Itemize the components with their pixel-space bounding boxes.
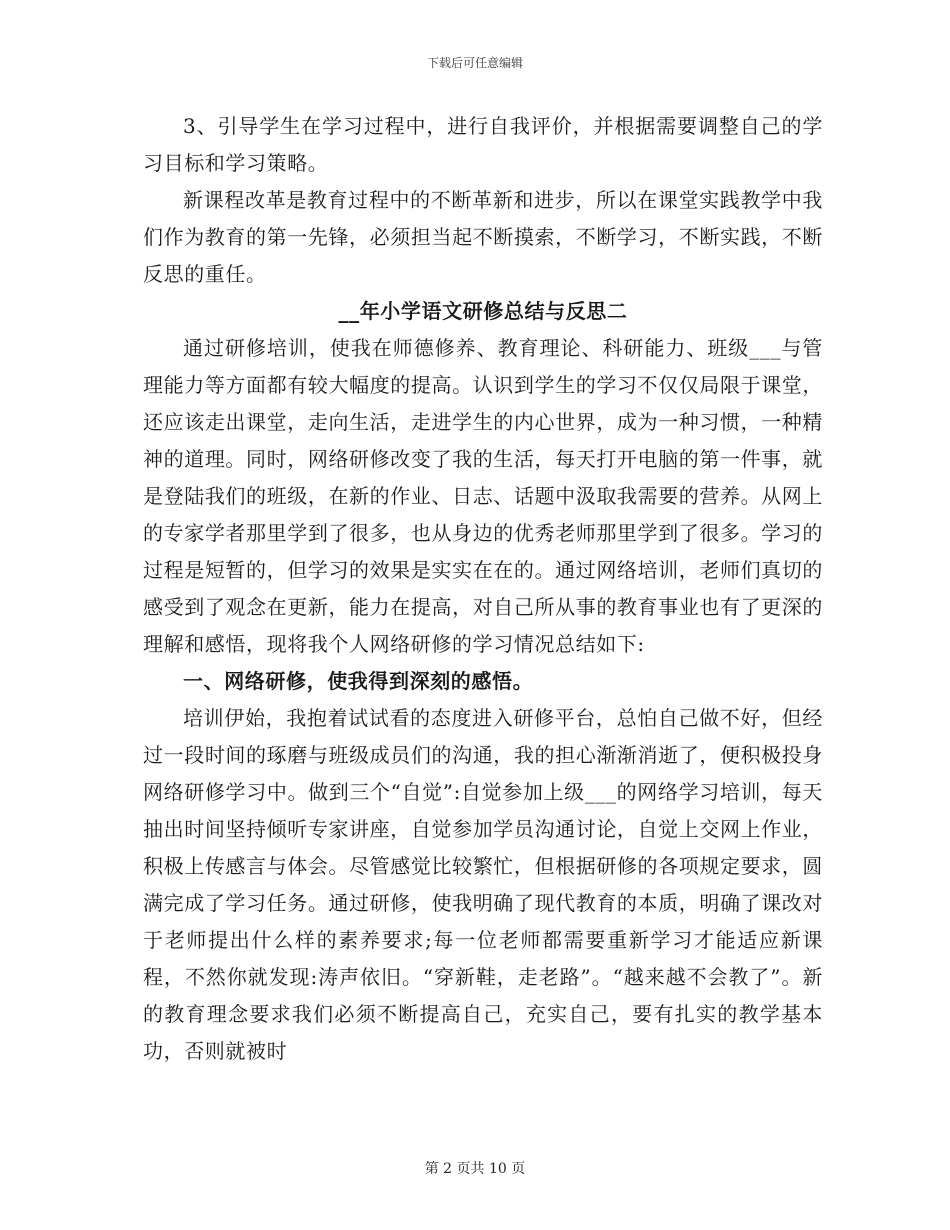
page-footer: 第 2 页共 10 页 <box>424 1161 526 1177</box>
page-header: 下载后可任意编辑 <box>426 56 523 70</box>
paragraph-3: 通过研修培训，使我在师德修养、教育理论、科研能力、班级___与管理能力等方面都有较大幅度的提高。认识到学生的学习不仅仅局限于课堂，还应该走出课堂，走向生活，走进学生的内心世界，成为一种习惯，一种精神的道理。同时，网络研修改变了我的生活，每天打开电脑的第一件事，就是登陆我们的班级，在新的作业、日志、话题中汲取我需要的营养。从网上的专家学者那里学到了很多，也从身边的优秀老师那里学到了很多。学习的过程是短暂的，但学习的效果是实实在在的。通过网络培训，老师们真切的感受到了观念在更新，能力在提高，对自己所从事的教育事业也有了更深的理解和感悟，现将我个人网络研修的学习情况总结如下: <box>143 336 823 656</box>
subheading: 一、网络研修，使我得到深刻的感悟。 <box>183 669 534 693</box>
document-body <box>143 108 823 1070</box>
paragraph-4: 培训伊始，我抱着试试看的态度进入研修平台，总怕自己做不好，但经过一段时间的琢磨与班级成员们的沟通，我的担心渐渐消逝了，便积极投身网络研修学习中。做到三个“自觉”:自觉参加上级___的网络学习培训，每天抽出时间坚持倾听专家讲座，自觉参加学员沟通讨论，自觉上交网上作业，积极上传感言与体会。尽管感觉比较繁忙，但根据研修的各项规定要求，圆满完成了学习任务。通过研修，使我明确了现代教育的本质，明确了课改对于老师提出什么样的素养要求;每一位老师都需要重新学习才能适应新课程，不然你就发现:涛声依旧。“穿新鞋，走老路”。“越来越不会教了”。新的教育理念要求我们必须不断提高自己，充实自己，要有扎实的教学基本功，否则就被时 <box>143 706 823 1063</box>
paragraph-2: 新课程改革是教育过程中的不断革新和进步，所以在课堂实践教学中我们作为教育的第一先锋，必须担当起不断摸索，不断学习，不断实践，不断反思的重任。 <box>143 188 823 286</box>
section-title: __年小学语文研修总结与反思二 <box>338 299 628 323</box>
paragraph-1: 3、引导学生在学习过程中，进行自我评价，并根据需要调整自己的学习目标和学习策略。 <box>143 114 823 175</box>
